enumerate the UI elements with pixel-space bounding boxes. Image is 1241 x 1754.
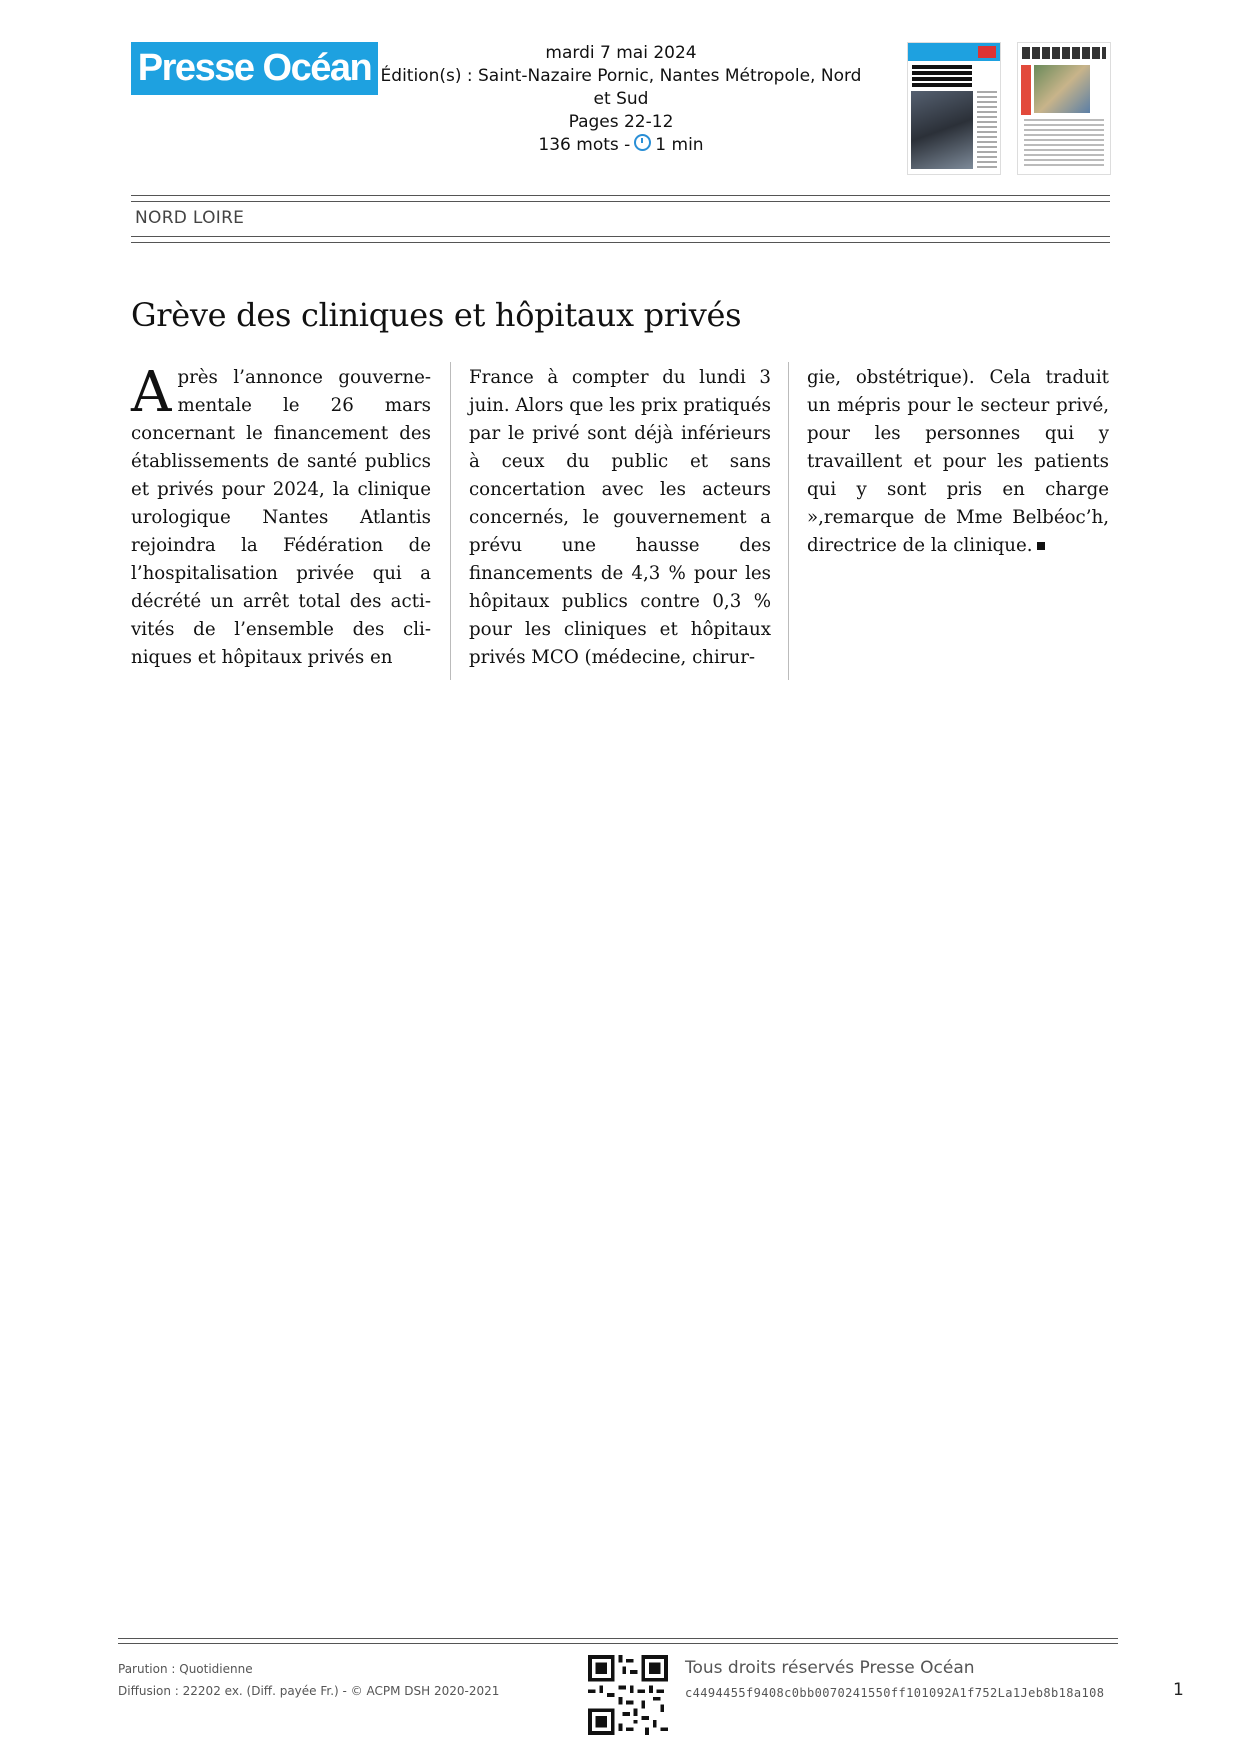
front-page-thumbnail — [907, 42, 1001, 175]
article-page-thumbnail — [1017, 42, 1111, 175]
article-meta — [376, 42, 866, 157]
section-rule-top — [131, 195, 1110, 202]
end-mark-icon — [1037, 542, 1045, 550]
document-hash: c4494455f9408c0bb0070241550ff101092A1f752La1Jeb8b18a108 — [685, 1686, 1105, 1700]
article-column-2: France à compter du lundi 3 juin. Alors que les prix pratiqués par le privé sont déjà inférieurs à ceux du public et sans concertation avec les acteurs concernés, le gouvernement a prévu une hausse des financements de 4,3 % pour les hôpitaux publics contre 0,3 % pour les cliniques et hôpitaux privés MCO (médecine, chirur- — [469, 367, 771, 668]
section-rule-bottom — [131, 236, 1110, 243]
page-number: 1 — [1173, 1680, 1184, 1700]
presse-ocean-logo: Presse Océan — [131, 42, 378, 95]
word-count-line — [376, 134, 866, 157]
footer-info — [118, 1658, 499, 1702]
editions: Édition(s) : Saint-Nazaire Pornic, Nantes Métropole, Nord et Sud — [380, 66, 862, 109]
column-1-text: près l’annonce gouvernementale le 26 mars concernant le financement des établissements de santé publics et privés pour 2024, la clinique urologique Nantes Atlantis rejoindra la Fédération de l’hospitalisation privée qui a décrété un arrêt total des activités de l’ensemble des cliniques et hôpitaux privés en — [131, 367, 431, 668]
word-count: 136 mots - — [538, 135, 631, 155]
publication-date: mardi 7 mai 2024 — [545, 43, 697, 63]
column-divider — [788, 362, 789, 680]
article-title: Grève des cliniques et hôpitaux privés — [131, 296, 742, 334]
qr-code-icon — [588, 1655, 668, 1735]
diffusion: Diffusion : 22202 ex. (Diff. payée Fr.) - © ACPM DSH 2020-2021 — [118, 1684, 500, 1698]
read-time: 1 min — [655, 135, 704, 155]
column-divider — [450, 362, 451, 680]
pages: Pages 22-12 — [568, 112, 674, 132]
dropcap: A — [131, 360, 172, 425]
footer-rule — [118, 1638, 1118, 1644]
article-column-3 — [807, 364, 1109, 560]
parution: Parution : Quotidienne — [118, 1662, 253, 1676]
article-column-1 — [131, 360, 431, 672]
section-label: NORD LOIRE — [135, 208, 245, 228]
clock-icon — [634, 134, 651, 151]
column-3-text: gie, obstétrique). Cela traduit un mépris pour le secteur privé, pour les personnes qui y travaillent et pour les patients qui y sont pris en charge »,remarque de Mme Belbéoc’h, directrice de la clinique. — [807, 367, 1109, 556]
rights-notice: Tous droits réservés Presse Océan — [685, 1658, 975, 1678]
